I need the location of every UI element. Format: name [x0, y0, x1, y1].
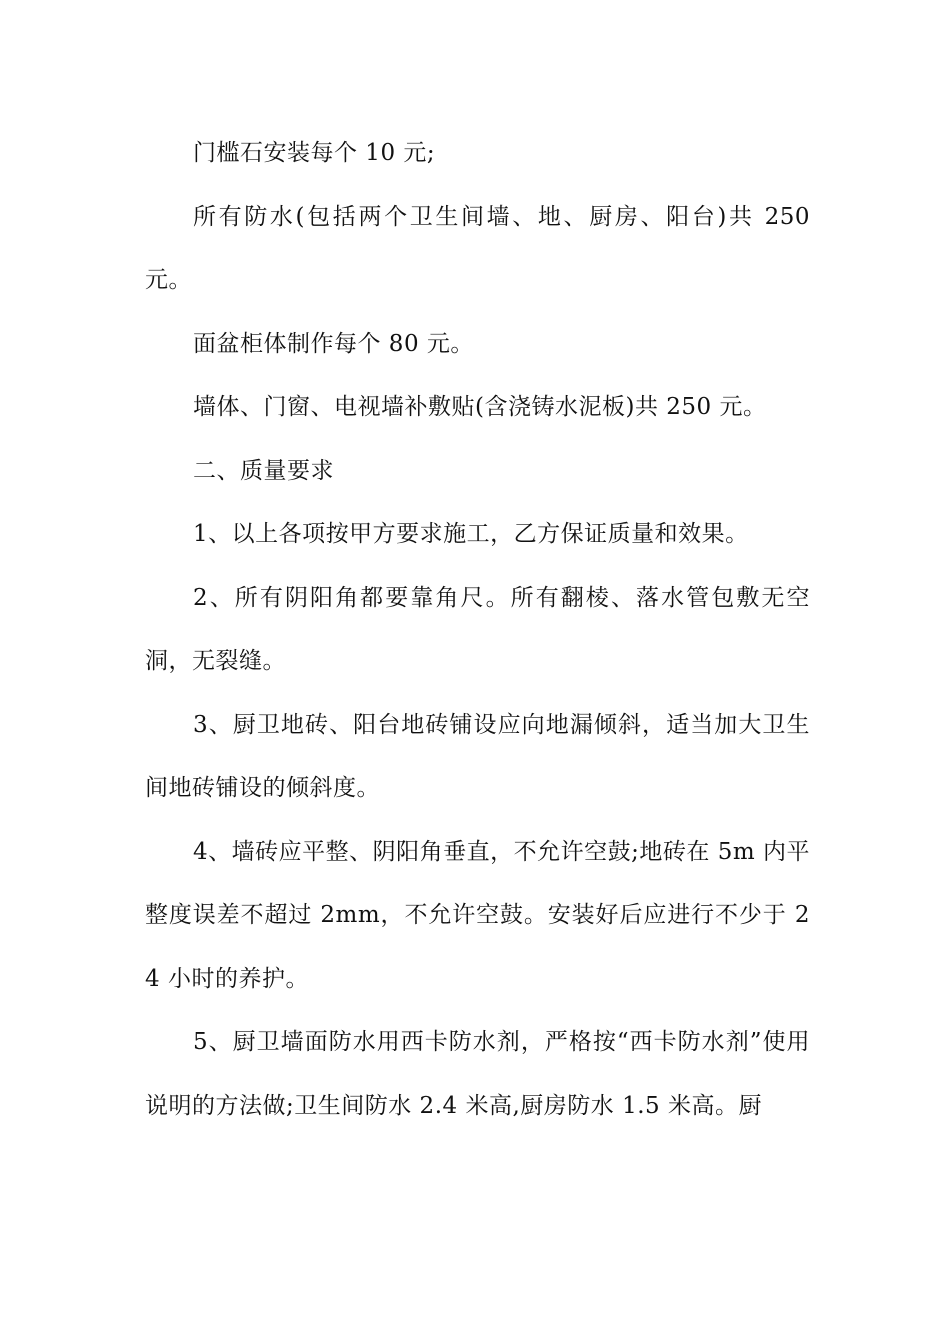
section-heading-quality: 二、质量要求	[193, 457, 334, 484]
paragraph-quality-3: 3、厨卫地砖、阳台地砖铺设应向地漏倾斜，适当加大卫生间地砖铺设的倾斜度。	[145, 711, 810, 801]
paragraph-quality-2: 2、所有阴阳角都要靠角尺。所有翻棱、落水管包敷无空洞，无裂缝。	[145, 584, 810, 674]
paragraph-wall-patching: 墙体、门窗、电视墙补敷贴(含浇铸水泥板)共 250 元。	[193, 394, 767, 420]
paragraph-waterproofing-cost: 所有防水(包括两个卫生间墙、地、厨房、阳台)共 250 元。	[145, 203, 810, 293]
paragraph-quality-4: 4、墙砖应平整、阴阳角垂直，不允许空鼓;地砖在 5m 内平整度误差不超过 2mm，不允许空鼓。安装好后应进行不少于 24 小时的养护。	[145, 838, 810, 992]
paragraph-quality-1: 1、以上各项按甲方要求施工，乙方保证质量和效果。	[193, 521, 749, 547]
paragraph-quality-5: 5、厨卫墙面防水用西卡防水剂，严格按“西卡防水剂”使用说明的方法做;卫生间防水 2.4 米高,厨房防水 1.5 米高。厨	[145, 1029, 810, 1119]
paragraph-threshold-stone: 门槛石安装每个 10 元;	[193, 140, 436, 166]
paragraph-basin-cabinet: 面盆柜体制作每个 80 元。	[193, 330, 474, 357]
document-body	[145, 122, 810, 1138]
